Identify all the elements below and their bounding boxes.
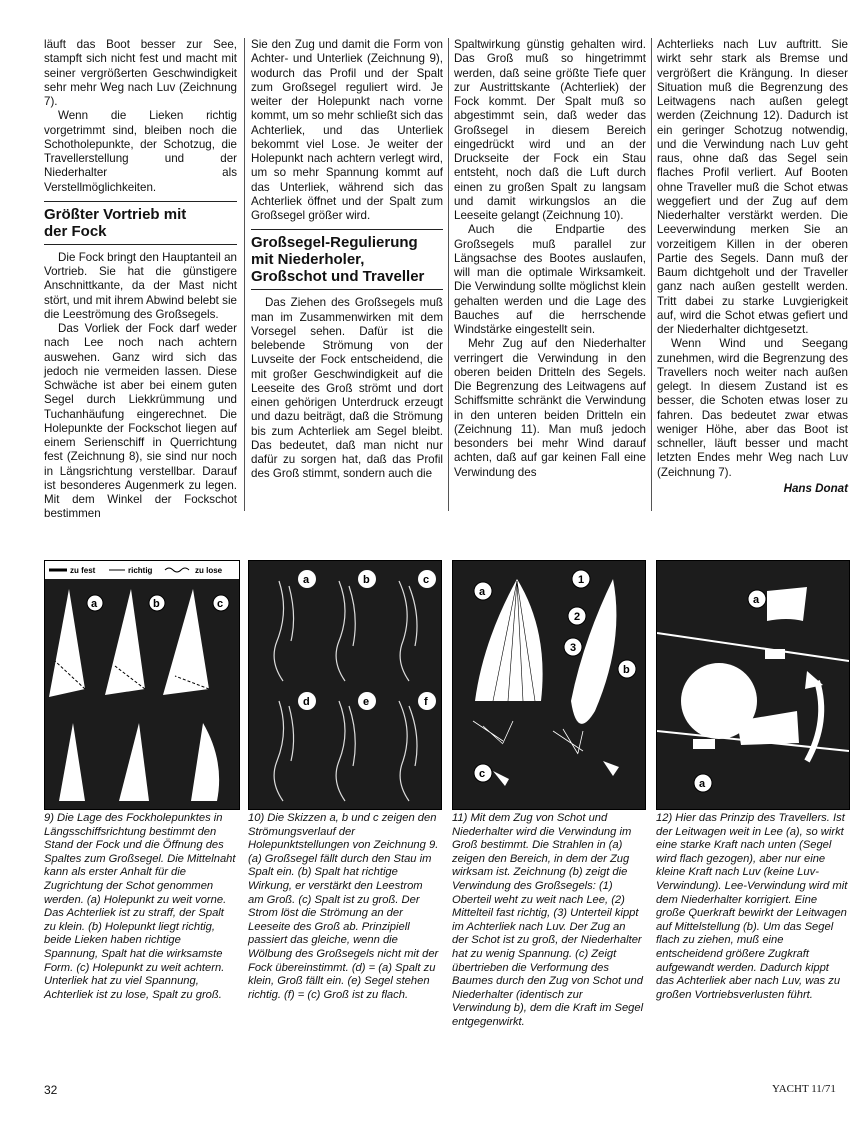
label-b: b (153, 598, 160, 610)
paragraph: Wenn die Lieken richtig vorgetrimmt sind, bleiben noch die Schotholepunkte, der Schotzug, die Travellerstellung und der Niederhalter als Verstellmöglichkeiten. (44, 109, 237, 194)
paragraph: Spaltwirkung günstig gehalten wird. Das Groß muß so hingetrimmt werden, daß seine größte Tiefe quer zur Austrittskante (Achterliek) der Fock kommt. Der Spalt muß so abgestimmt sein, daß weder das Großsegel in diesem Bereich eingedrückt wird und an der Druckseite der Fock ein Stau entsteht, noch daß die Luft durch einen zu großen Spalt zu langsam und damit wirkungslos an die Leeseite gelangt (Zeichnung 10). (454, 38, 646, 222)
label-b: b (623, 664, 630, 676)
section-heading: Größter Vortrieb mit der Fock (44, 201, 237, 245)
section-heading: Großsegel-Regulierung mit Niederholer, Großschot und Traveller (251, 229, 443, 290)
magazine-issue: YACHT 11/71 (772, 1083, 836, 1095)
jib-small-a (59, 723, 85, 801)
figure-12-traveller-principle (656, 560, 850, 810)
paragraph: Wenn Wind und Seegang zunehmen, wird die Begrenzung des Travellers noch weiter nach außen gelegt. In diesem Zustand ist es besser, die Schoten etwas loser zu fahren. Das bedeutet zwar etwas weniger Höhe, aber das Boot ist schneller, läuft besser und macht letzten Endes mehr Weg nach Luv (Zeichnung 7). (657, 337, 848, 479)
legend-too-tight: zu fest (70, 566, 96, 575)
page-number: 32 (44, 1083, 58, 1097)
column-divider (651, 38, 652, 511)
article-column-4 (657, 38, 848, 496)
figure-10-flow-patterns (248, 560, 442, 810)
jib-small-b (119, 723, 149, 801)
column-divider (448, 38, 449, 511)
column-divider (244, 38, 245, 511)
legend-correct: richtig (128, 566, 153, 575)
paragraph: Das Vorliek der Fock darf weder nach Lee noch nach achtern auswehen. Ganz wird sich das jedoch nie vermeiden lassen. Diese Schwäche ist aber bei einem guten Segel durch Liekkrümmung und Tuchanhäufung eingerechnet. Die Holepunkte der Fockschot liegen auf einem Serienschiff in Querrichtung fest (Zeichnung 8), sie sind nur noch in Längsrichtung verstellbar. Darauf ist besonderes Augenmerk zu legen. Mit dem Winkel der Fockschot bestimmen (44, 322, 237, 521)
jib-sail-b (105, 589, 145, 695)
label-2: 2 (574, 611, 581, 623)
article-column-1 (44, 38, 237, 522)
jib-sail-c (163, 589, 209, 695)
label-1: 1 (578, 574, 585, 586)
caption-figure-9: 9) Die Lage des Fockholepunktes in Längsschiffsrichtung bestimmt den Stand der Fock und die Öffnung des Spaltes zum Großsegel. Die Mittelnaht kann als erster Anhalt für die Zugrichtung der Schot genommen werden. (a) Holepunkt zu weit vorne. Das Achterliek ist zu straff, der Spalt zu klein. (b) Holepunkt liegt richtig, beide Lieken haben richtige Spannung, Spalt hat die wirksamste Form. (c) Holepunkt zu weit achtern. Unterliek hat zu viel Spannung, Achterliek ist zu lose, Spalt zu groß. (44, 812, 236, 1001)
jib-small-c (191, 723, 219, 801)
article-column-2 (251, 38, 443, 482)
author-signature: Hans Donat (783, 481, 848, 495)
label-c: c (423, 574, 430, 586)
legend-too-loose: zu lose (195, 566, 223, 575)
label-c: c (217, 598, 224, 610)
label-a: a (303, 574, 310, 586)
sail-section-upper (767, 587, 807, 621)
caption-figure-12: 12) Hier das Prinzip des Travellers. Ist der Leitwagen weit in Lee (a), so wirkt eine starke Kraft nach unten (Segel wird flach gezogen), aber nur eine kleine Kraft nach Luv (keine Luv-Verwindung). Lee-Verwindung wird mit dem Niederhalter korrigiert. Eine große Querkraft bewirkt der Leitwagen auf Mittelstellung (b). Um das Segel flach zu ziehen, muß eine entscheidend größere Zugkraft aufgewandt werden. Dadurch kippt das Achterliek aber nach Luv, was zu großen Vortriebsverlusten führt. (656, 812, 848, 1001)
figure-11-mainsail-twist (452, 560, 646, 810)
paragraph: Sie den Zug und damit die Form von Achter- und Unterliek (Zeichnung 9), wodurch das Profil und der Spalt zum Großsegel reguliert wird. Je weiter der Holepunkt nach vorne kommt, um so mehr schließt sich das Achterliek, und das Unterliek bekommt viel Lose. Je weiter der Holepunkt nach achtern verlegt wird, um so mehr Spannung kommt auf das Unterliek, während sich das Achterliek öffnet und der Spalt zum Großsegel größer wird. (251, 38, 443, 222)
paragraph: Achterlieks nach Luv auftritt. Sie wirkt sehr stark als Bremse und vergrößert die Krängung. In dieser Situation muß die Begrenzung des Leitwagens nach außen gelegt werden (Zeichnung 12). Dadurch ist ein geringer Schotzug notwendig, und die Verwindung nach Luv geht raus, ohne daß das Segel sein flaches Profil verliert. Auf Booten ohne Traveller muß die Schot etwas weggefiert und der Zug auf dem Niederhalter verstärkt werden. Die Leeverwindung merken Sie an vorzeitigem Killen in der oberen Partie des Segels. Dann muß der Baum dichtgeholt und der Traveller ganz nach außen gestellt werden. Tritt dabei zu starke Luvgierigkeit auf, wird die Schot etwas gefiert und der Niederhalter dichtgesetzt. (657, 38, 848, 336)
label-a-bottom: a (699, 778, 706, 790)
jib-sail-a (49, 589, 85, 697)
article-column-3 (454, 38, 646, 480)
label-a-top: a (753, 594, 760, 606)
paragraph: Mehr Zug auf den Niederhalter verringert die Verwindung in den oberen beiden Dritteln des Segels. Die Begrenzung des Leitwagens auf Schiffsmitte schränkt die Verwindung in den unteren beiden Dritteln ein (Zeichnung 11). Man muß jedoch besonders bei mehr Wind darauf achten, daß auf gar keinen Fall eine Verwindung des (454, 337, 646, 479)
paragraph: Auch die Endpartie des Großsegels muß parallel zur Längsachse des Bootes auslaufen, will man die optimale Wirksamkeit. Die Verwindung sollte möglichst klein gehalten werden und die Lage des Bauches auf die herrschende Windstärke eingestellt sein. (454, 223, 646, 336)
label-a: a (479, 586, 486, 598)
paragraph: Das Ziehen des Großsegels muß man im Zusammenwirken mit dem Vorsegel sehen. Dafür ist die belebende Strömung von der Luvseite der Fock entscheidend, die mit großer Geschwindigkeit auf die Leeseite des Groß strömt und dort einen gehörigen Unterdruck erzeugt und dazu beiträgt, daß die Strömung bis zum Achterliek am Segel bleibt. Das bedeutet, daß man nicht nur dafür zu sorgen hat, daß das Profil des Groß stimmt, sondern auch die (251, 296, 443, 481)
label-b: b (363, 574, 370, 586)
paragraph: läuft das Boot besser zur See, stampft sich nicht fest und macht mit seiner vergrößerten Geschwindigkeit sehr mehr Weg nach Luv (Zeichnung 7). (44, 38, 237, 108)
caption-figure-10: 10) Die Skizzen a, b und c zeigen den Strömungsverlauf der Holepunktstellungen von Zeichnung 9. (a) Großsegel fällt durch den Stau im Spalt ein. (b) Spalt hat richtige Wirkung, er verstärkt den Leestrom am Groß. (c) Spalt ist zu groß. Der Strom löst die Strömung an der Leeseite des Groß ab. Prinzipiell passiert das gleiche, wenn die Wölbung des Großsegels nicht mit der Fock übereinstimmt. (d) = (a) Spalt zu klein, Groß fällt ein. (e) Segel stehen richtig. (f) = (c) Groß ist zu flach. (248, 812, 439, 1001)
label-3: 3 (570, 642, 577, 654)
label-c: c (479, 768, 486, 780)
figure-9-jib-sheet-positions (44, 560, 240, 810)
label-e: e (363, 696, 370, 708)
paragraph: Die Fock bringt den Hauptanteil an Vortrieb. Sie hat die günstigere Anschnittkante, da der Mast nicht stört, und mit ihrem Abwind belebt sie die Leeströmung des Großsegels. (44, 250, 237, 321)
label-a: a (91, 598, 98, 610)
label-f: f (424, 696, 428, 708)
caption-figure-11: 11) Mit dem Zug von Schot und Niederhalter wird die Verwindung im Groß bestimmt. Die Strahlen in (a) zeigen den Bereich, in dem der Zug wirksam ist. Zeichnung (b) zeigt die Verwindung des Großsegels: (1) Oberteil weht zu weit nach Lee, (2) Mittelteil fast richtig, (3) Unterteil kippt im Achterliek nach Luv. Der Zug an der Schot ist zu groß, der Niederhalter hat zu wenig Spannung. (c) Zeigt übertrieben die Verformung des Baumes durch den Zug von Schot und Niederhalter (identisch zur Verwindung b), dem die Kraft im Segel entgegenwirkt. (452, 812, 644, 1028)
label-d: d (303, 696, 310, 708)
